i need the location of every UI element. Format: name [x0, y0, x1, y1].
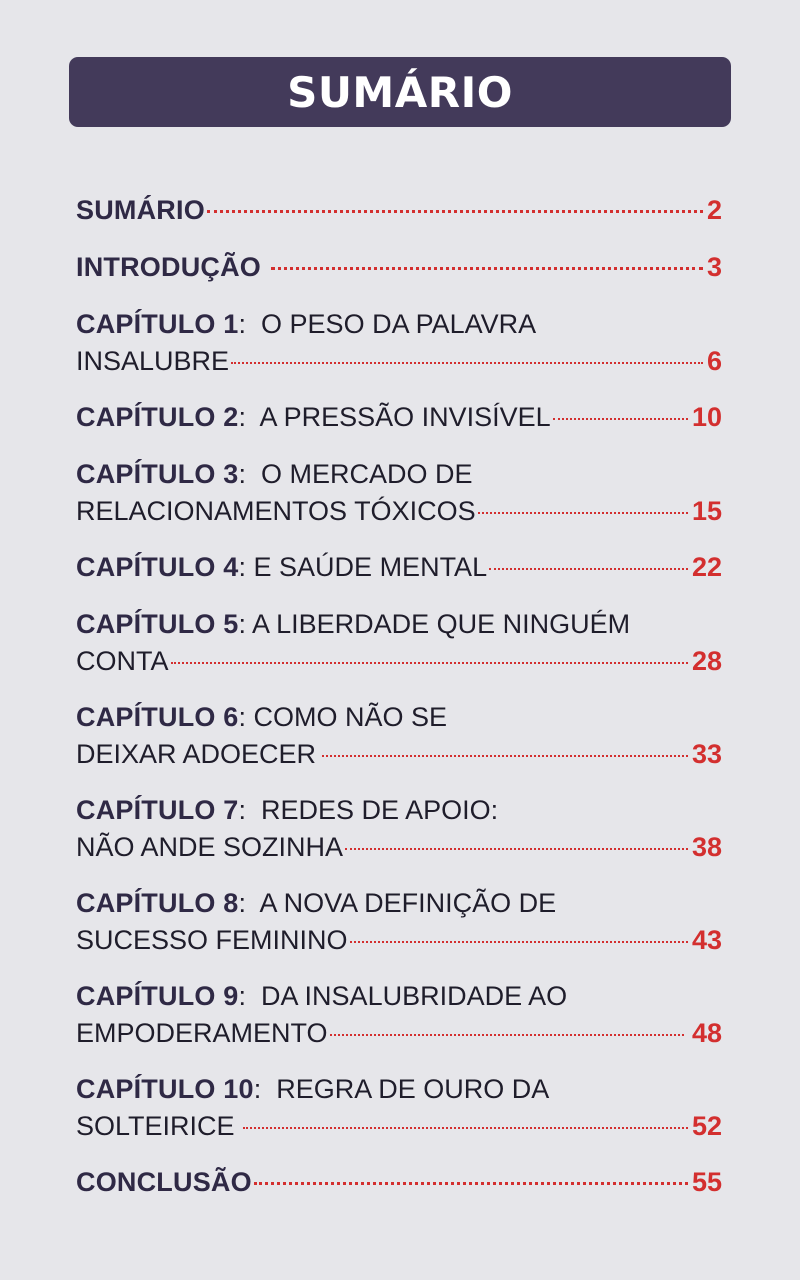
toc-chapter-label: CAPÍTULO 10	[76, 1074, 254, 1104]
dot-leader	[345, 848, 688, 850]
toc-chapter-title-continued: EMPODERAMENTO	[76, 1018, 328, 1048]
toc-separator: :	[238, 309, 247, 339]
toc-chapter-label: CAPÍTULO 2	[76, 402, 239, 432]
toc-chapter-title-continued: INSALUBRE	[76, 346, 230, 376]
toc-separator: :	[238, 795, 247, 825]
toc-chapter-title: REDES DE APOIO:	[246, 795, 499, 825]
toc-chapter-title-continued: SUCESSO FEMININO	[76, 925, 348, 955]
toc-chapter-title-continued: DEIXAR ADOECER	[76, 739, 317, 769]
toc-entry-conclusao[interactable]	[76, 1164, 722, 1201]
toc-chapter-title-continued: NÃO ANDE SOZINHA	[76, 832, 344, 862]
toc-chapter-title: COMO NÃO SE	[246, 702, 448, 732]
page-title: SUMÁRIO	[287, 67, 513, 117]
toc-chapter-title: A LIBERDADE QUE NINGUÉM	[246, 609, 631, 639]
toc-entry-label: SUMÁRIO	[76, 195, 205, 225]
toc-page-number: 2	[706, 195, 722, 225]
toc-entry-capitulo-9[interactable]	[76, 978, 722, 1052]
dot-leader	[271, 267, 703, 270]
dot-leader	[489, 568, 688, 570]
dot-leader	[350, 941, 688, 943]
toc-page-number: 52	[691, 1111, 722, 1141]
toc-entry-capitulo-7[interactable]	[76, 792, 722, 866]
dot-leader	[243, 1127, 688, 1129]
toc-page-number: 43	[691, 925, 722, 955]
toc-entry-capitulo-6[interactable]	[76, 699, 722, 773]
toc-entry-label: INTRODUÇÃO	[76, 252, 261, 282]
toc-separator: :	[238, 552, 247, 582]
toc-page-number: 38	[691, 832, 722, 862]
toc-chapter-title-continued: CONTA	[76, 646, 169, 676]
toc-entry-label: CONCLUSÃO	[76, 1167, 252, 1197]
toc-chapter-title: DA INSALUBRIDADE AO	[246, 981, 568, 1011]
toc-separator: :	[253, 1074, 262, 1104]
toc-chapter-title: E SAÚDE MENTAL	[246, 552, 488, 582]
toc-chapter-title-continued: SOLTEIRICE	[76, 1111, 235, 1141]
toc-separator: :	[238, 981, 247, 1011]
toc-chapter-label: CAPÍTULO 5	[76, 609, 239, 639]
dot-leader	[254, 1182, 688, 1185]
table-of-contents	[76, 192, 722, 1221]
toc-entry-sumario[interactable]	[76, 192, 722, 229]
toc-chapter-title-continued: RELACIONAMENTOS TÓXICOS	[76, 496, 476, 526]
toc-entry-capitulo-1[interactable]	[76, 306, 722, 380]
toc-page-number: 10	[691, 402, 722, 432]
toc-page-number: 22	[691, 552, 722, 582]
toc-separator: :	[238, 609, 247, 639]
dot-leader	[330, 1034, 684, 1036]
dot-leader	[478, 512, 688, 514]
toc-chapter-title: A PRESSÃO INVISÍVEL	[246, 402, 551, 432]
toc-entry-introducao[interactable]	[76, 249, 722, 286]
title-banner	[69, 57, 731, 127]
toc-entry-capitulo-2[interactable]	[76, 399, 722, 436]
dot-leader	[171, 662, 688, 664]
toc-separator: :	[238, 402, 247, 432]
dot-leader	[231, 362, 703, 364]
toc-chapter-label: CAPÍTULO 7	[76, 795, 239, 825]
toc-chapter-label: CAPÍTULO 3	[76, 459, 239, 489]
dot-leader	[553, 418, 688, 420]
toc-chapter-title: O PESO DA PALAVRA	[246, 309, 537, 339]
toc-separator: :	[238, 888, 247, 918]
toc-chapter-label: CAPÍTULO 8	[76, 888, 239, 918]
toc-page-number: 28	[691, 646, 722, 676]
toc-entry-capitulo-10[interactable]	[76, 1071, 722, 1145]
toc-chapter-title: O MERCADO DE	[246, 459, 473, 489]
toc-entry-capitulo-5[interactable]	[76, 606, 722, 680]
toc-separator: :	[238, 702, 247, 732]
dot-leader	[207, 210, 703, 213]
toc-chapter-title: REGRA DE OURO DA	[261, 1074, 550, 1104]
toc-entry-capitulo-8[interactable]	[76, 885, 722, 959]
toc-chapter-label: CAPÍTULO 4	[76, 552, 239, 582]
toc-chapter-label: CAPÍTULO 9	[76, 981, 239, 1011]
dot-leader	[322, 755, 688, 757]
toc-page-number: 6	[706, 346, 722, 376]
toc-chapter-title: A NOVA DEFINIÇÃO DE	[246, 888, 557, 918]
toc-chapter-label: CAPÍTULO 6	[76, 702, 239, 732]
toc-page-number: 15	[691, 496, 722, 526]
toc-page-number: 33	[691, 739, 722, 769]
toc-entry-capitulo-3[interactable]	[76, 456, 722, 530]
toc-page-number: 3	[706, 252, 722, 282]
toc-entry-capitulo-4[interactable]	[76, 549, 722, 586]
toc-separator: :	[238, 459, 247, 489]
toc-page-number: 48	[691, 1018, 722, 1048]
toc-page-number: 55	[691, 1167, 722, 1197]
toc-chapter-label: CAPÍTULO 1	[76, 309, 239, 339]
